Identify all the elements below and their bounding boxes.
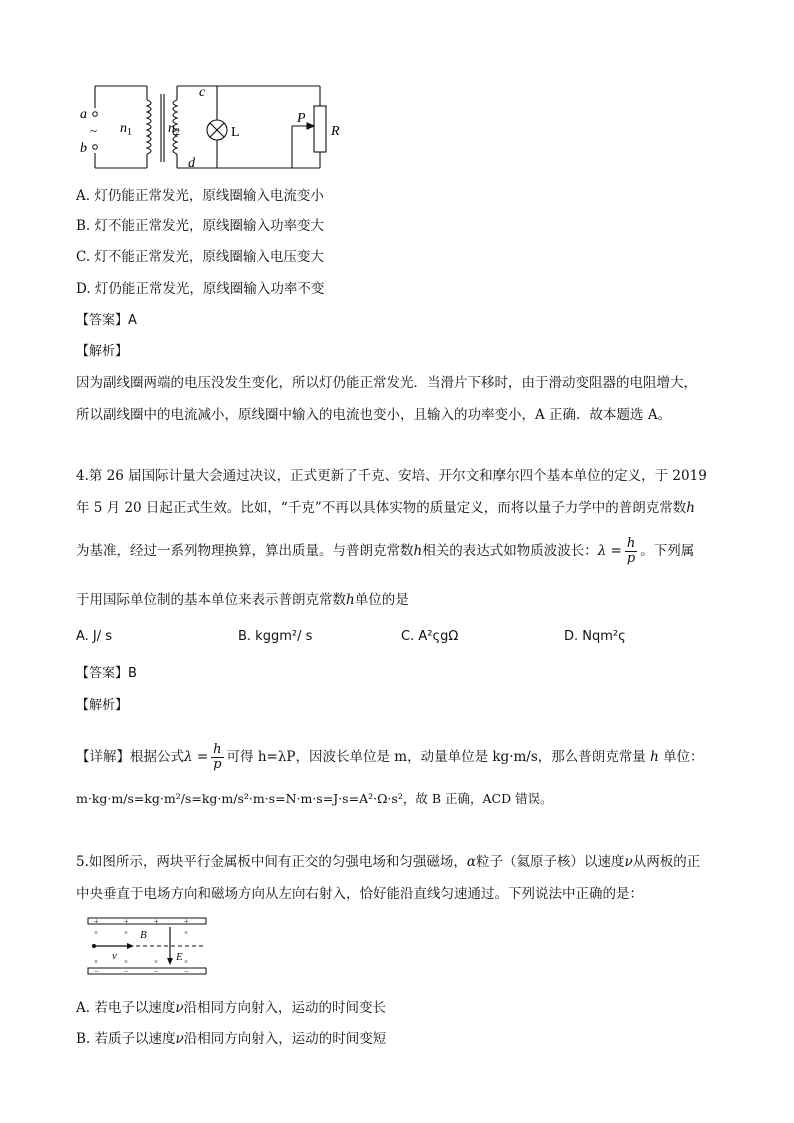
minus-mark: − xyxy=(154,967,159,976)
transformer-circuit-diagram xyxy=(75,78,355,176)
plus-mark: + xyxy=(124,917,129,926)
q4-option-a: A. J/ s xyxy=(76,629,113,644)
q4-detail-line-2: m·kg·m/s=kg·m²/s=kg·m/s²·m·s=N·m·s=J·s=A²·Ω·s²，故 B 正确，ACD 错误。 xyxy=(76,791,553,806)
q4-stem-line-3: 为基准，经过一系列物理换算，算出质量。与普朗克常数h相关的表达式如物质波波长：λ = $\frac{h}{p}$ 。下列属 xyxy=(76,536,695,566)
q4-stem-line-2: 年 5 月 20 日起正式生效。比如，“千克”不再以具体实物的质量定义，而将以量子力学中的普朗克常数h xyxy=(76,500,695,516)
q5-stem-line-2: 中央垂直于电场方向和磁场方向从左向右射入，恰好能沿直线匀速通过。下列说法中正确的是： xyxy=(76,886,643,902)
q3-answer: 【答案】A xyxy=(76,313,137,328)
detail-wavelength-formula: $\frac{h}{p}$ xyxy=(213,742,222,772)
cross-mark: × xyxy=(94,929,98,937)
cross-mark: × xyxy=(184,958,188,966)
minus-mark: − xyxy=(184,967,189,976)
q4-answer: 【答案】B xyxy=(76,666,137,681)
cross-mark: × xyxy=(184,929,188,937)
q3-option-c: C. 灯不能正常发光，原线圈输入电压变大 xyxy=(76,249,324,265)
node-d-label: d xyxy=(188,156,195,171)
plus-mark: + xyxy=(94,917,99,926)
q4-detail-line-1: 【详解】根据公式λ = $\frac{h}{p}$ 可得 h=λP，因波长单位是 m，动量单位是 kg·m/s，那么普朗克常量 h 单位： xyxy=(76,742,704,772)
field-e-label: E xyxy=(176,951,183,963)
q3-analysis-label: 【解析】 xyxy=(76,344,129,359)
cross-mark: × xyxy=(154,958,158,966)
q3-analysis-line-1: 因为副线圈两端的电压没发生变化，所以灯仍能正常发光．当滑片下移时，由于滑动变阻器的电阻增大， xyxy=(76,375,697,391)
q3-analysis-line-2: 所以副线圈中的电流减小，原线圈中输入的电流也变小，且输入的功率变小，A 正确．故本题选 A。 xyxy=(76,407,672,423)
minus-mark: − xyxy=(124,967,129,976)
q5-stem-line-1: 5.如图所示，两块平行金属板中间有正交的匀强电场和匀强磁场，α粒子（氦原子核）以速度ν从两板的正 xyxy=(76,854,701,870)
velocity-v-label: v xyxy=(112,950,117,962)
lamp-label: L xyxy=(231,125,240,140)
q4-option-b: B. kggm²/ s xyxy=(238,629,313,644)
n2-label: $n_2$ xyxy=(168,121,180,138)
wavelength-formula: $\frac{h}{p}$ xyxy=(626,536,636,566)
q3-option-a: A. 灯仍能正常发光，原线圈输入电流变小 xyxy=(76,188,324,204)
q4-analysis-label: 【解析】 xyxy=(76,698,129,713)
q3-option-b: B. 灯不能正常发光，原线圈输入功率变大 xyxy=(76,218,325,234)
n1-label: $n_1$ xyxy=(120,121,132,138)
plus-mark: + xyxy=(154,917,159,926)
q3-option-d: D. 灯仍能正常发光，原线圈输入功率不变 xyxy=(76,281,325,297)
cross-mark: × xyxy=(94,958,98,966)
resistor-r-label: R xyxy=(331,124,340,139)
q4-option-d: D. Nqm²ς xyxy=(564,629,626,644)
minus-mark: − xyxy=(94,967,99,976)
terminal-a-label: a xyxy=(80,107,87,122)
plus-mark: + xyxy=(184,917,189,926)
node-c-label: c xyxy=(199,85,206,100)
ac-symbol: ~ xyxy=(90,123,98,138)
cross-mark: × xyxy=(124,958,128,966)
terminal-b-label: b xyxy=(80,141,87,156)
slider-p-label: P xyxy=(297,111,306,126)
q4-stem-line-1: 4.第 26 届国际计量大会通过决议，正式更新了千克、安培、开尔文和摩尔四个基本单位的定义，于 2019 xyxy=(76,468,707,484)
parallel-plates-diagram xyxy=(84,915,214,979)
cross-mark: × xyxy=(124,929,128,937)
q4-stem-line-4: 于用国际单位制的基本单位来表示普朗克常数h单位的是 xyxy=(76,592,409,608)
q4-option-c: C. A²ςgΩ xyxy=(401,629,459,644)
q5-option-a: A. 若电子以速度ν沿相同方向射入，运动的时间变长 xyxy=(76,1000,387,1016)
field-b-label: B xyxy=(140,929,147,941)
q5-option-b: B. 若质子以速度ν沿相同方向射入，运动的时间变短 xyxy=(76,1031,387,1047)
